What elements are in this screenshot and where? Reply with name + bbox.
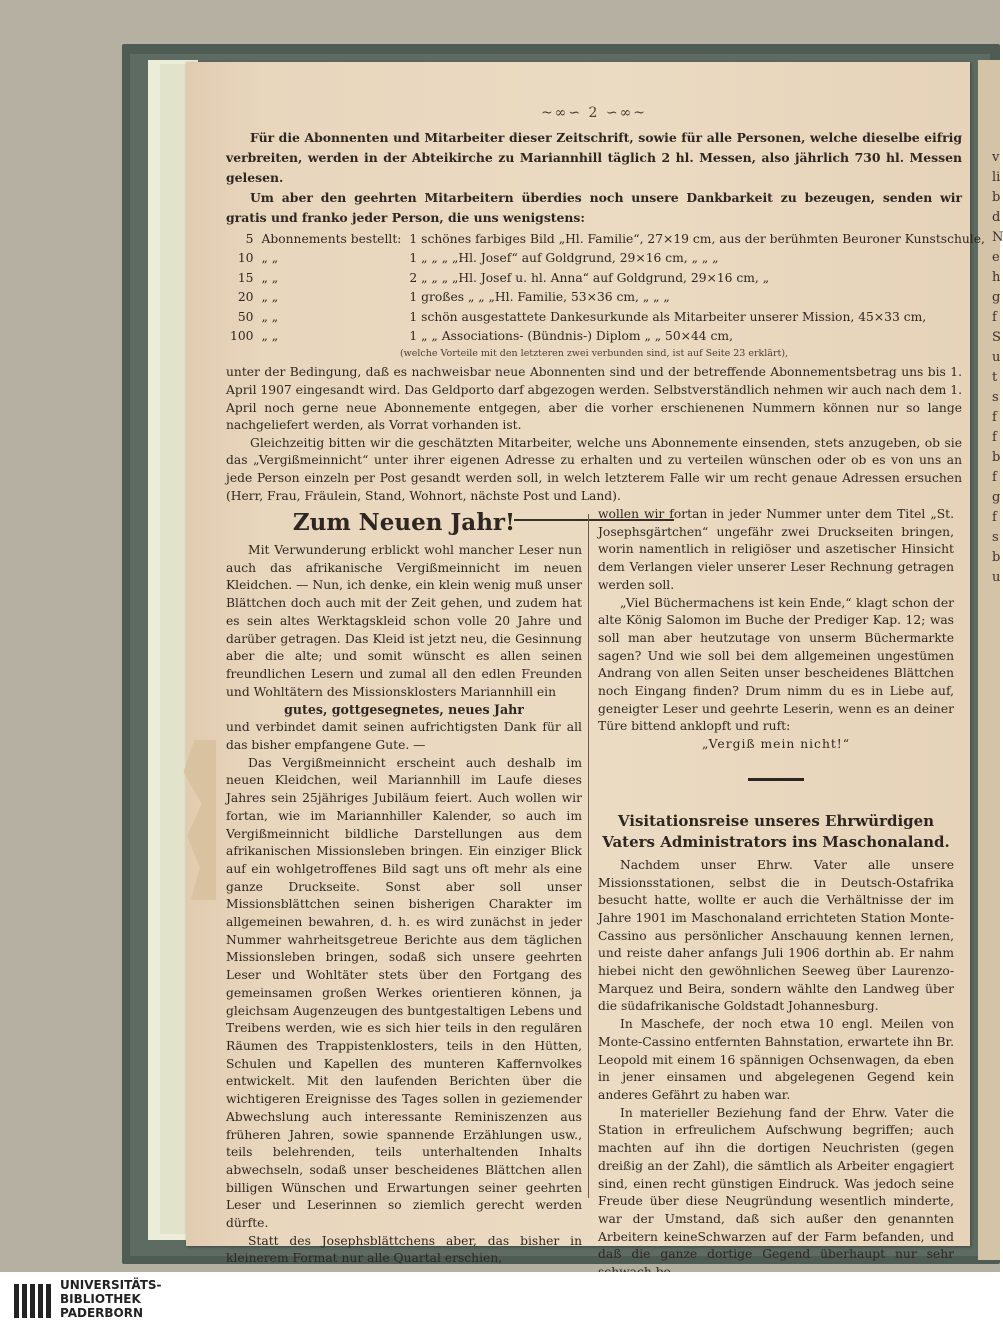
next-page-fragment: b bbox=[992, 550, 1001, 565]
logo-line-2: BIBLIOTHEK bbox=[60, 1292, 141, 1306]
offer-reward: 1 großes „ „ „Hl. Familie, 53×36 cm, „ „ „ bbox=[409, 290, 670, 305]
offer-reward: 1 schön ausgestattete Dankesurkunde als Mitarbeiter unserer Mission, 45×33 cm, bbox=[409, 309, 927, 324]
offer-count: 20 bbox=[237, 290, 254, 305]
column-divider bbox=[588, 514, 589, 1198]
next-page-fragment: g bbox=[992, 290, 1001, 305]
next-page-fragment: u bbox=[992, 570, 1001, 585]
new-year-paragraph-3: Statt des Josephsblättchens aber, das bisher in kleinerem Format nur alle Quartal erschien, bbox=[226, 1233, 582, 1266]
next-page-fragment: v bbox=[992, 150, 1000, 165]
next-page-fragment: s bbox=[992, 390, 999, 405]
article-divider bbox=[748, 778, 804, 781]
offers-note: (welche Vorteile mit den letzteren zwei verbunden sind, ist auf Seite 23 erklärt), bbox=[399, 348, 789, 360]
next-page-fragment: d bbox=[992, 210, 1001, 225]
conditions-text bbox=[226, 364, 962, 505]
offer-count: 10 bbox=[237, 251, 254, 266]
next-page-fragment: s bbox=[992, 530, 999, 545]
offer-row bbox=[226, 327, 989, 346]
logo-line-1: UNIVERSITÄTS- bbox=[60, 1278, 162, 1292]
next-page-fragment: f bbox=[992, 410, 997, 425]
new-year-paragraph-2: Das Vergißmeinnicht erscheint auch deshalb im neuen Kleidchen, weil Mariannhill im Laufe dieses Jahres sein 25jähriges Jubiläum feiert. Auch wollen wir fortan, wie im Mariannhiller Kalender, so auch im Vergißmeinnicht bildliche Darstellungen aus dem afrikanischen Missionsleben bringen. Ein einziger Blick auf ein wohlgetroffenes Bild sagt uns oft mehr als eine ganze Druckseite. Sonst aber soll unser Missionsblättchen seinen bisherigen Charakter im allgemeinen bewahren, d. h. es wird zunächst in jeder Nummer wahrheitsgetreue Berichte aus dem täglichen Missionsleben bringen, sodaß sich unsere geehrten Leser und Wohltäter stets über den Fortgang des gemeinsamen großen Werkes orientieren können, ja gleichsam Augenzeugen des buntgestaltigen Lebens und Treibens werden, wie es sich hier teils in den regulären Räumen des Trappistenklosters, teils in den Hütten, Schulen und Kapellen des munteren Kaffernvolkes entwickelt. Mit den laufenden Berichten über die wichtigeren Ereignisse des Tages sollen in geziemender Abwechslung auch interessante Reminiszenzen aus früheren Jahren, sowie spannende Erzählungen usw., teils belehrenden, teils unterhaltenden Inhalts abwechseln, sodaß unser bescheidenes Blättchen allen billigen Wünschen und Erwartungen seiner geehrten Leser und Leserinnen so ziemlich gerecht werden dürfte. bbox=[226, 755, 582, 1231]
visit-title: Visitationsreise unseres Ehrwürdigen Vaters Administrators ins Maschonaland. bbox=[602, 811, 950, 851]
offer-condition: Abonnements bestellt: bbox=[261, 232, 402, 246]
offer-row bbox=[226, 308, 989, 327]
next-page-fragment: f bbox=[992, 470, 997, 485]
new-year-paragraph-1-end: und verbindet damit seinen aufrichtigsten Dank für all das bisher empfangene Gute. — bbox=[226, 720, 582, 753]
new-year-paragraph-3-continued: wollen wir fortan in jeder Nummer unter dem Titel „St. Josephsgärtchen“ ungefähr zwei Druckseiten bringen, worin namentlich in religiöser und aszetischer Hinsicht dem Verlangen vieler unserer Leser Rechnung getragen werden soll. bbox=[598, 507, 954, 592]
right-column bbox=[598, 506, 954, 1282]
offer-row bbox=[226, 269, 989, 288]
new-year-paragraph-1: Mit Verwunderung erblickt wohl mancher Leser nun auch das afrikanische Vergißmeinnicht im neuen Kleidchen. — Nun, ich denke, ein klein wenig muß unser Blättchen doch auch mit der Zeit gehen, und zudem hat es sein altes Werktagskleid schon volle 20 Jahre und darüber getragen. Das Kleid ist jetzt neu, die Gesinnung aber die alte; und somit wünscht es allen seinen freundlichen Lesern und zumal all den edlen Freunden und Wohltätern des Missionsklosters Mariannhill ein bbox=[226, 543, 582, 699]
intro-text bbox=[226, 128, 962, 228]
new-year-paragraph-4: „Viel Büchermachens ist kein Ende,“ klagt schon der alte König Salomon im Buche der Prediger Kap. 12; was soll man aber heutzutage von unserm Büchermarkte sagen? Und wie soll bei dem allgemeinen ungestümen Andrang von allen Seiten unser bescheidenes Blättchen noch Eingang finden? Drum nimm du es in Liebe auf, geneigter Leser und geehrte Leserin, wenn es an deiner Türe bittend anklopft und ruft: bbox=[598, 595, 954, 734]
offer-row bbox=[226, 288, 989, 307]
offer-condition: „ „ bbox=[261, 251, 279, 266]
offer-count: 100 bbox=[230, 329, 254, 344]
offer-row bbox=[226, 230, 989, 249]
next-page-fragment: e bbox=[992, 250, 1000, 265]
next-page-fragment: g bbox=[992, 490, 1001, 505]
page-number: ~∞∽ 2 ∽∞~ bbox=[540, 105, 648, 121]
next-page-fragment: S bbox=[992, 330, 1001, 345]
conditions-paragraph-1: unter der Bedingung, daß es nachweisbar neue Abonnenten sind und der betreffende Abonnementsbetrag uns bis 1. April 1907 eingesandt wird. Das Geldporto darf abgezogen werden. Selbstverständlich nehmen wir auch nach dem 1. April noch gerne neue Abonnemente entgegen, aber die vorher erschienenen Nummern können nur so lange nachgeliefert werden, als Vorrat vorhanden ist. bbox=[226, 365, 962, 433]
offer-reward: 1 schönes farbiges Bild „Hl. Familie“, 27×19 cm, aus der berühmten Beuroner Kunstschule, bbox=[409, 232, 985, 246]
ornament-left: ~∞∽ bbox=[540, 105, 589, 121]
next-page-fragment: t bbox=[992, 370, 998, 385]
footer bbox=[0, 1272, 1000, 1328]
visit-paragraph-3: In materieller Beziehung fand der Ehrw. Vater die Station in erfreulichem Aufschwung begriffen; auch machten auf ihn die dortigen Neuchristen (gegen dreißig an der Zahl), die sämtlich als Arbeiter engagiert sind, einen recht günstigen Eindruck. Was jedoch seine Freude über diese Neugründung wesentlich minderte, war der Umstand, daß sich außer den genannten Arbeitern keineSchwarzen auf der Farm befanden, und daß die ganze dortige Gegend überhaupt nur sehr bbox=[598, 1105, 954, 1262]
offer-condition: „ „ bbox=[261, 270, 279, 285]
next-page-fragment: b bbox=[992, 450, 1001, 465]
two-column-section bbox=[226, 506, 966, 1266]
page-top-section bbox=[226, 100, 985, 529]
offer-condition: „ „ bbox=[261, 309, 279, 324]
new-year-article bbox=[226, 506, 582, 1268]
offer-condition: „ „ bbox=[261, 329, 279, 344]
offer-count: 15 bbox=[237, 270, 254, 285]
offer-reward: 2 „ „ „ „Hl. Josef u. hl. Anna“ auf Goldgrund, 29×16 cm, „ bbox=[409, 270, 770, 285]
offer-row bbox=[226, 249, 989, 268]
new-year-title: Zum Neuen Jahr! bbox=[292, 509, 516, 536]
next-page-fragment: b bbox=[992, 190, 1001, 205]
logo-line-3: PADERBORN bbox=[60, 1306, 144, 1320]
library-logo-icon bbox=[12, 1280, 54, 1322]
new-year-motto: „Vergiß mein nicht!“ bbox=[701, 737, 851, 752]
library-logo-text bbox=[60, 1278, 162, 1320]
visit-paragraph-2: In Maschefe, der noch etwa 10 engl. Meilen von Monte-Cassino entfernten Bahnstation, erwartete ihn Br. Leopold mit einem 16 spännigen Ochsenwagen, da eben in jener einsamen und abgelegenen Gegend kein anderes Gefährt zu haben war. bbox=[598, 1017, 954, 1102]
offers-table bbox=[226, 230, 989, 346]
offer-count: 5 bbox=[245, 232, 254, 246]
intro-paragraph-1: Für die Abonnenten und Mitarbeiter dieser Zeitschrift, sowie für alle Personen, welche dieselbe eifrig verbreiten, werden in der Abteikirche zu Mariannhill täglich 2 hl. Messen, also jährlich 730 hl. Messen gelesen. bbox=[226, 130, 962, 185]
next-page-fragment: f bbox=[992, 510, 997, 525]
ornament-right: ∽∞~ bbox=[599, 105, 648, 121]
next-page-fragment: N bbox=[992, 230, 1003, 245]
intro-paragraph-2: Um aber den geehrten Mitarbeitern überdies noch unsere Dankbarkeit zu bezeugen, senden wir gratis und franko jeder Person, die uns wenigstens: bbox=[226, 190, 962, 225]
conditions-paragraph-2: Gleichzeitig bitten wir die geschätzten Mitarbeiter, welche uns Abonnemente einsenden, stets anzugeben, ob sie das „Vergißmeinnicht“ unter ihrer eigenen Adresse zu erhalten und zu verteilen wünschen oder ob es von uns an jede Person einzeln per Post gesandt werden soll, in welch letzterem Falle wir um recht genaue Adressen ersuchen (Herr, Frau, Fräulein, Stand, Wohnort, nächste Post und Land). bbox=[226, 435, 962, 503]
new-year-blessing: gutes, gottgesegnetes, neues Jahr bbox=[284, 702, 524, 718]
next-page-fragment: f bbox=[992, 310, 997, 325]
next-page-fragment: u bbox=[992, 350, 1001, 365]
next-page-fragment: h bbox=[992, 270, 1001, 285]
next-page-fragment: f bbox=[992, 430, 997, 445]
offer-reward: 1 „ „ „ „Hl. Josef“ auf Goldgrund, 29×16 cm, „ „ „ bbox=[409, 251, 719, 266]
next-page-fragment: li bbox=[992, 170, 1001, 185]
offer-condition: „ „ bbox=[261, 290, 279, 305]
offer-reward: 1 „ „ Associations- (Bündnis-) Diplom „ „ 50×44 cm, bbox=[409, 329, 733, 344]
visit-paragraph-1: Nachdem unser Ehrw. Vater alle unsere Missionsstationen, selbst die in Deutsch-Ostafrika besucht hatte, wollte er auch die Verhältnisse der im Jahre 1901 im Maschonaland errichteten Station Monte-Cassino aus persönlicher Anschauung kennen lernen, und reiste daher anfangs Juli 1906 dorthin ab. Er nahm hiebei nicht den gewöhnlichen Seeweg über Laurenzo-Marquez und Beira, sondern wählte den Landweg über die südafrikanische Goldstadt Johannesburg. bbox=[598, 857, 954, 1014]
offer-count: 50 bbox=[237, 309, 254, 324]
